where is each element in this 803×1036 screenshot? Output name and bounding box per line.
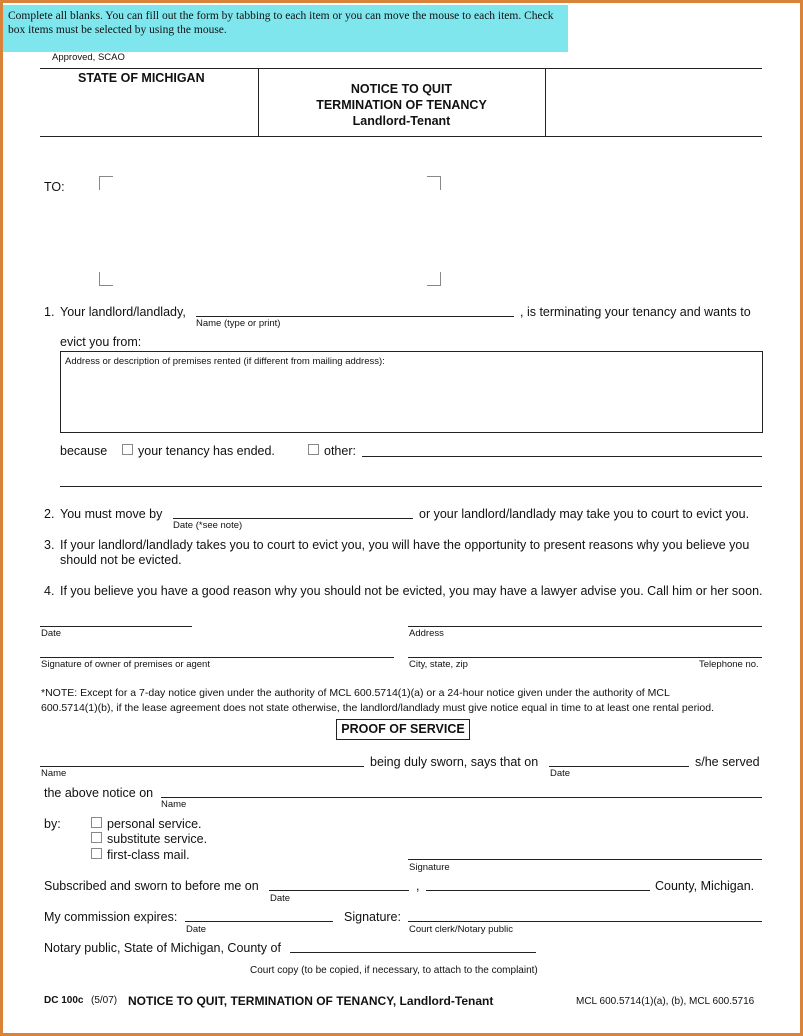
owner-signature-field[interactable] bbox=[40, 657, 394, 658]
above-notice-label: the above notice on bbox=[44, 786, 154, 800]
by-label: by: bbox=[44, 817, 61, 831]
service-date-field[interactable] bbox=[549, 766, 689, 767]
because-label: because bbox=[60, 444, 108, 458]
tenancy-ended-checkbox[interactable] bbox=[122, 444, 133, 455]
item-3-number: 3. bbox=[44, 538, 55, 552]
owner-address-caption: Address bbox=[409, 628, 444, 639]
server-name-field[interactable] bbox=[40, 766, 364, 767]
sworn-date-caption: Date bbox=[270, 893, 291, 904]
item-1-line-2: evict you from: bbox=[60, 335, 142, 349]
server-signature-caption: Signature bbox=[409, 862, 450, 873]
other-checkbox[interactable] bbox=[308, 444, 319, 455]
clerk-caption: Court clerk/Notary public bbox=[409, 924, 514, 935]
served-person-field[interactable] bbox=[161, 797, 762, 798]
title-line-3: Landlord-Tenant bbox=[352, 114, 451, 128]
other-reason-field-2[interactable] bbox=[60, 486, 762, 487]
court-copy-note: Court copy (to be copied, if necessary, to attach to the complaint) bbox=[250, 965, 538, 976]
service-date-caption: Date bbox=[550, 768, 571, 779]
to-label: TO: bbox=[44, 180, 65, 194]
commission-date-field[interactable] bbox=[185, 921, 333, 922]
commission-label: My commission expires: bbox=[44, 910, 178, 924]
form-version: (5/07) bbox=[91, 995, 118, 1006]
personal-service-checkbox[interactable] bbox=[91, 817, 102, 828]
move-by-date-field[interactable] bbox=[173, 518, 413, 519]
county-michigan-label: County, Michigan. bbox=[655, 879, 755, 893]
form-title bbox=[258, 81, 545, 129]
premises-address-field[interactable] bbox=[60, 351, 763, 433]
substitute-service-label: substitute service. bbox=[107, 832, 208, 846]
owner-address-field[interactable] bbox=[408, 626, 762, 627]
case-number-field[interactable] bbox=[548, 70, 760, 134]
notary-signature-label: Signature: bbox=[344, 910, 401, 924]
telephone-caption: Telephone no. bbox=[699, 659, 759, 670]
item-3-line-2: should not be evicted. bbox=[60, 553, 182, 567]
header-top-rule bbox=[40, 68, 762, 69]
comma: , bbox=[416, 879, 420, 893]
move-by-date-caption: Date (*see note) bbox=[173, 520, 243, 531]
city-state-zip-field[interactable] bbox=[408, 657, 762, 658]
item-1-number: 1. bbox=[44, 305, 55, 319]
first-class-mail-checkbox[interactable] bbox=[91, 848, 102, 859]
proof-of-service-title: PROOF OF SERVICE bbox=[336, 719, 470, 740]
other-reason-field[interactable] bbox=[362, 456, 762, 457]
city-state-zip-caption: City, state, zip bbox=[409, 659, 468, 670]
note-line-2: 600.5714(1)(b), if the lease agreement does not state otherwise, the landlord/landlady must give notice equal in time to at least one rental period. bbox=[41, 702, 714, 714]
item-4-text: If you believe you have a good reason why you should not be evicted, you may have a lawyer advise you. Call him or her soon. bbox=[60, 584, 763, 598]
instruction-banner: Complete all blanks. You can fill out the form by tabbing to each item or you can move the mouse to each item. Check box items must be selected by using the mouse. bbox=[3, 5, 568, 52]
notice-date-field[interactable] bbox=[40, 626, 192, 627]
served-person-caption: Name bbox=[161, 799, 187, 810]
header-bottom-rule bbox=[40, 136, 762, 137]
personal-service-label: personal service. bbox=[107, 817, 202, 831]
form-code: DC 100c bbox=[44, 995, 84, 1006]
title-line-2: TERMINATION OF TENANCY bbox=[316, 98, 487, 112]
note-line-1: *NOTE: Except for a 7-day notice given under the authority of MCL 600.5714(1)(a) or a 24-hour notice given under the authority of MCL bbox=[41, 687, 670, 699]
sworn-text: being duly sworn, says that on bbox=[370, 755, 539, 769]
item-3-line-1: If your landlord/landlady takes you to court to evict you, you will have the opportunity to present reasons why you believe you bbox=[60, 538, 750, 552]
item-1-suffix: , is terminating your tenancy and wants to bbox=[520, 305, 751, 319]
server-name-caption: Name bbox=[41, 768, 67, 779]
tenancy-ended-label: your tenancy has ended. bbox=[138, 444, 275, 458]
item-1-prefix: Your landlord/landlady, bbox=[60, 305, 186, 319]
premises-address-caption: Address or description of premises rented (if different from mailing address): bbox=[65, 356, 385, 367]
server-signature-field[interactable] bbox=[408, 859, 762, 860]
approved-label: Approved, SCAO bbox=[52, 52, 125, 63]
notary-signature-field[interactable] bbox=[408, 921, 762, 922]
served-text: s/he served bbox=[695, 755, 760, 769]
substitute-service-checkbox[interactable] bbox=[91, 832, 102, 843]
owner-signature-caption: Signature of owner of premises or agent bbox=[41, 659, 210, 670]
first-class-mail-label: first-class mail. bbox=[107, 848, 190, 862]
landlord-name-field[interactable] bbox=[196, 316, 514, 317]
footer-mcl: MCL 600.5714(1)(a), (b), MCL 600.5716 bbox=[576, 996, 755, 1007]
to-address-field[interactable] bbox=[99, 176, 441, 286]
commission-date-caption: Date bbox=[186, 924, 207, 935]
notice-date-caption: Date bbox=[41, 628, 62, 639]
footer-title: NOTICE TO QUIT, TERMINATION OF TENANCY, Landlord-Tenant bbox=[128, 994, 494, 1008]
other-label: other: bbox=[324, 444, 356, 458]
item-2-number: 2. bbox=[44, 507, 55, 521]
state-label: STATE OF MICHIGAN bbox=[78, 71, 205, 85]
subscribed-label: Subscribed and sworn to before me on bbox=[44, 879, 259, 893]
item-4-number: 4. bbox=[44, 584, 55, 598]
county-field[interactable] bbox=[426, 890, 650, 891]
item-2-prefix: You must move by bbox=[60, 507, 163, 521]
header-divider-right bbox=[545, 68, 546, 136]
notary-county-label: Notary public, State of Michigan, County of bbox=[44, 941, 281, 955]
item-2-suffix: or your landlord/landlady may take you to court to evict you. bbox=[419, 507, 750, 521]
landlord-name-caption: Name (type or print) bbox=[196, 318, 281, 329]
title-line-1: NOTICE TO QUIT bbox=[350, 82, 453, 96]
sworn-date-field[interactable] bbox=[269, 890, 409, 891]
notary-county-field[interactable] bbox=[290, 952, 536, 953]
